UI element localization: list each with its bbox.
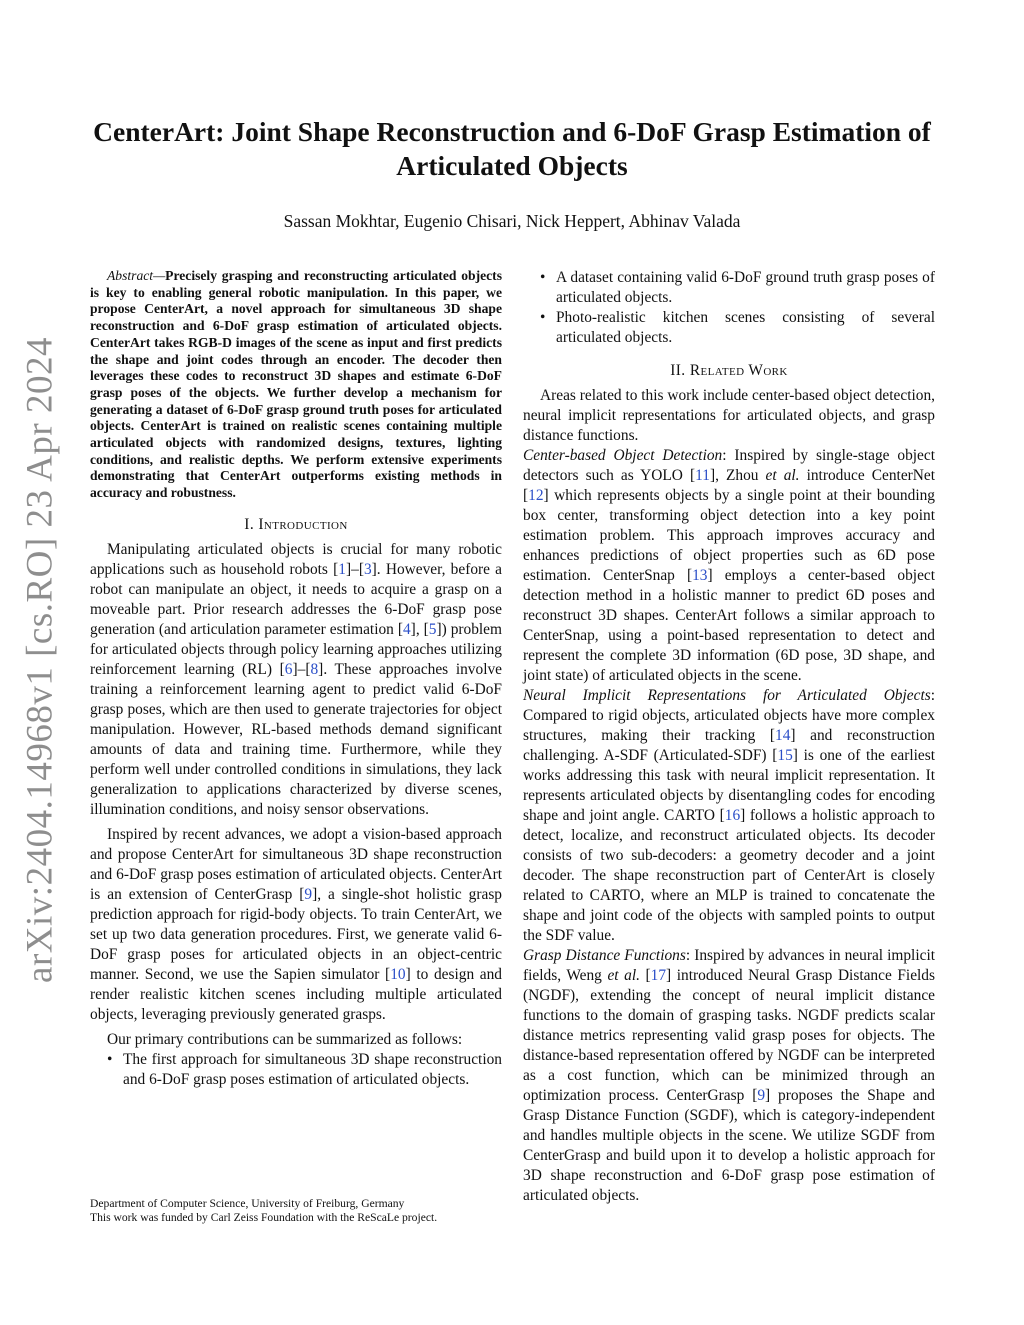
section-heading-related-work: II. Related Work [670,362,788,379]
paragraph-neural-implicit: Neural Implicit Representations for Articulated Objects: Compared to rigid objects, articulated objects have more complex structures, making their tracking [14] and reconstruction challenging. A-SDF (Articulated-SDF) [15] is one of the earliest works addressing this task with neural implicit representation. It represents articulated objects by disentangling codes for encoding shape and joint angle. CARTO [16] follows a holistic approach to detect, localize, and reconstruct articulated objects. Its decoder consists of two sub-decoders: a geometry decoder and a joint decoder. The shape reconstruction part of CenterArt is closely related to CARTO, where an MLP is trained to concatenate the shape and joint code of the objects with sampled points to output the SDF value. [523,687,935,944]
left-column [90,268,502,1090]
list-item: • A dataset containing valid 6-DoF ground truth grasp poses of articulated objects. [523,268,935,308]
citation-link[interactable]: 14 [775,727,791,744]
list-item: • The first approach for simultaneous 3D shape reconstruction and 6-DoF grasp poses estimation of articulated objects. [90,1050,502,1090]
paragraph-grasp-distance: Grasp Distance Functions: Inspired by advances in neural implicit fields, Weng et al. [17] introduced Neural Grasp Distance Fields (NGDF), extending the concept of neural implicit distance functions to the domain of grasping tasks. NGDF predicts scalar distance metrics representing valid grasp poses for objects. The distance-based representation offered by NGDF can be interpreted as a cost function, which can be minimized through an optimization process. CenterGrasp [9] proposes the Shape and Grasp Distance Function (SGDF), which is category-independent and handles multiple objects in the scene. We utilize SGDF from CenterGrasp and build upon it to develop a holistic approach for 3D shape reconstruction and 6-DoF grasp pose estimation of articulated objects. [523,947,935,1204]
intro-paragraph-1: Manipulating articulated objects is crucial for many robotic applications such as household robots [1]–[3]. However, before a robot can manipulate an object, it needs to acquire a grasp on a moveable part. Prior research addresses the 6-DoF grasp pose generation (and articulation parameter estimation [4], [5]) problem for articulated objects through policy learning approaches utilizing reinforcement learning (RL) [6]–[8]. These approaches involve training a reinforcement learning agent to predict valid 6-DoF grasp poses, which are then used to generate trajectories for object manipulation. However, RL-based methods demand significant amounts of data and training time. Furthermore, while they perform well under controlled conditions in simulations, they lack generalization to applications characterized by diverse scenes, illumination conditions, and noisy sensor observations. [90,540,502,818]
citation-link[interactable]: 4 [402,620,411,638]
paper-title: CenterArt: Joint Shape Reconstruction and 6-DoF Grasp Estimation of Articulated Objects [93,116,931,181]
intro-paragraph-2: Inspired by recent advances, we adopt a vision-based approach and propose CenterArt for simultaneous 3D shape reconstruction and 6-DoF grasp poses estimation of articulated objects. CenterArt is an extension of CenterGrasp [9], a single-shot holistic grasp prediction approach for rigid-body objects. To train CenterArt, we set up two data generation procedures. First, we generate valid 6-DoF grasp poses for articulated objects in an object-centric manner. Second, we use the Sapien simulator [10] to design and render realistic kitchen scenes including multiple articulated objects, leveraging previously generated grasps. [90,825,502,1023]
affiliation: Department of Computer Science, University of Freiburg, Germany [90,1197,405,1210]
citation-link[interactable]: 16 [724,807,741,824]
citation-link[interactable]: 12 [528,487,544,504]
citation-link[interactable]: 6 [284,660,293,678]
paragraph-center-based-detection: Center-based Object Detection: Inspired by single-stage object detectors such as YOLO [11], Zhou et al. introduce CenterNet [12] which represents objects by a single point at their bounding box center, transforming object detection into a key point estimation problem. This approach improves accuracy and enhances predictions of object properties such as 6D pose estimation. CenterSnap [13] employs a center-based object detection method in a holistic manner to predict 6D poses and reconstruct 3D shapes. CenterArt follows a similar approach to CenterSnap, using a point-based representation to detect and represent the complete 3D information (6D pose, 3D shape, and joint state) of articulated objects in the scene. [523,447,936,684]
citation-link[interactable]: 17 [650,967,667,984]
related-work-intro: Areas related to this work include center-based object detection, neural implicit representations for articulated objects, and grasp distance functions. [523,387,935,444]
citation-link[interactable]: 3 [363,560,372,578]
list-item: • Photo-realistic kitchen scenes consisting of several articulated objects. [523,308,935,348]
author-list: Sassan Mokhtar, Eugenio Chisari, Nick Heppert, Abhinav Valada [283,211,741,231]
citation-link[interactable]: 13 [692,567,708,584]
right-column [523,268,935,1206]
section-heading-introduction: I. Introduction [244,515,348,533]
funding-note: This work was funded by Carl Zeiss Foundation with the ReScaLe project. [90,1211,438,1224]
abstract: Abstract—Precisely grasping and reconstructing articulated objects is key to enabling general robotic manipulation. In this paper, we propose CenterArt, a novel approach for simultaneous 3D shape reconstruction and 6-DoF grasp estimation of articulated objects. CenterArt takes RGB-D images of the scene as input and first predicts the shape and joint codes through an encoder. The decoder then leverages these codes to reconstruct 3D shapes and estimate 6-DoF grasp poses of the objects. We further develop a mechanism for generating a dataset of 6-DoF grasp ground truth poses for articulated objects. CenterArt is trained on realistic scenes containing multiple articulated objects with randomized designs, textures, lighting conditions, and realistic depths. We perform extensive experiments demonstrating that CenterArt outperforms existing methods in accuracy and robustness. [90,268,502,501]
citation-link[interactable]: 5 [428,620,437,638]
citation-link[interactable]: 8 [310,660,319,678]
contributions-list-continued [523,268,935,348]
abstract-label: Abstract— [107,268,166,283]
citation-link[interactable]: 10 [390,965,406,983]
contributions-list [90,1050,502,1090]
citation-link[interactable]: 15 [777,747,793,764]
citation-link[interactable]: 1 [338,560,346,578]
arxiv-identifier: arXiv:2404.14968v1 [cs.RO] 23 Apr 2024 [19,337,61,983]
citation-link[interactable]: 11 [695,467,710,484]
citation-link[interactable]: 9 [304,885,313,903]
intro-paragraph-3: Our primary contributions can be summarized as follows: [107,1030,463,1048]
citation-link[interactable]: 9 [757,1087,766,1104]
footnote [90,1197,510,1225]
